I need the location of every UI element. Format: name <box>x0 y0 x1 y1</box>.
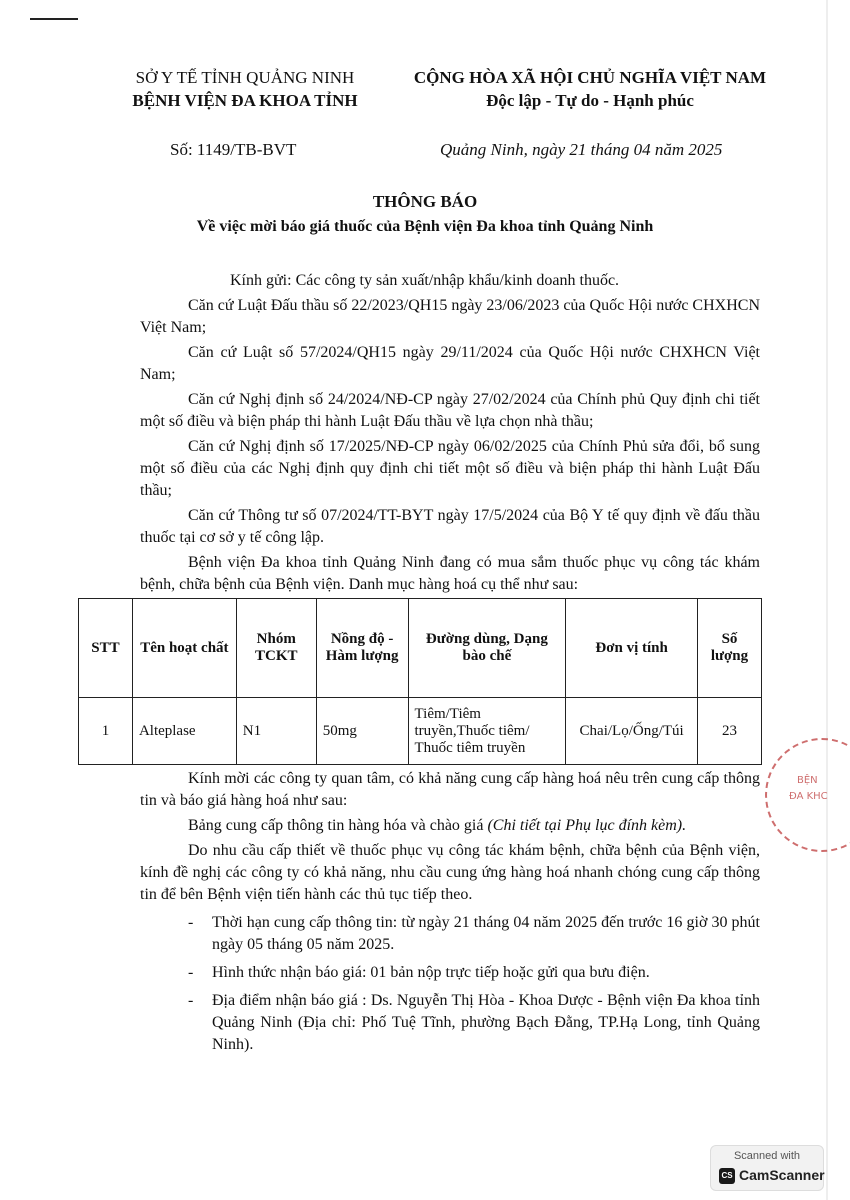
camscanner-logo-icon: CS <box>719 1168 735 1184</box>
cell-quantity: 23 <box>697 698 761 765</box>
legal-basis-3: Căn cứ Nghị định số 24/2024/NĐ-CP ngày 27/02/2024 của Chính phủ Quy định chi tiết một số điều và biện pháp thi hành Luật Đấu thầu về lựa chọn nhà thầu; <box>140 390 760 430</box>
camscanner-watermark <box>710 1145 824 1191</box>
appendix-text: Bảng cung cấp thông tin hàng hóa và chào giá <box>188 817 488 834</box>
table-row <box>79 698 762 765</box>
stamp-text-1: BỆN <box>797 775 818 786</box>
intro-body <box>140 270 760 599</box>
issuer-hospital: BỆNH VIỆN ĐA KHOA TỈNH <box>132 91 358 110</box>
list-item: - Địa điểm nhận báo giá : Ds. Nguyễn Thị Hòa - Khoa Dược - Bệnh viện Đa khoa tỉnh Quảng Ninh (Địa chỉ: Phố Tuệ Tĩnh, phường Bạch Đằng, TP.Hạ Long, tỉnh Quảng Ninh). <box>212 990 760 1056</box>
document-date: Quảng Ninh, ngày 21 tháng 04 năm 2025 <box>440 140 723 159</box>
header-unit: Đơn vị tính <box>566 599 698 698</box>
cell-stt: 1 <box>79 698 133 765</box>
header-route-form: Đường dùng, Dạng bào chế <box>408 599 566 698</box>
header-group: Nhóm TCKT <box>236 599 316 698</box>
list-item: - Hình thức nhận báo giá: 01 bản nộp trực tiếp hoặc gửi qua bưu điện. <box>212 962 760 984</box>
document-subtitle: Về việc mời báo giá thuốc của Bệnh viện Đa khoa tỉnh Quảng Ninh <box>196 218 654 235</box>
cell-concentration: 50mg <box>316 698 408 765</box>
header-stt: STT <box>79 599 133 698</box>
national-header <box>380 66 800 112</box>
appendix-note: (Chi tiết tại Phụ lục đính kèm). <box>487 817 687 834</box>
invitation-paragraph: Kính mời các công ty quan tâm, có khả năng cung cấp hàng hoá nêu trên cung cấp thông tin và báo giá hàng hoá như sau: <box>140 770 760 809</box>
stamp-text-2: ĐA KHC <box>789 791 828 802</box>
document-number: Số: 1149/TB-BVT <box>170 140 297 159</box>
cell-route-form: Tiêm/Tiêm truyền,Thuốc tiêm/ Thuốc tiêm truyền <box>408 698 566 765</box>
addressee: Kính gửi: Các công ty sản xuất/nhập khẩu/kinh doanh thuốc. <box>230 272 620 289</box>
conditions-list <box>140 912 760 1056</box>
header-active-ingredient: Tên hoạt chất <box>132 599 236 698</box>
urgency-paragraph: Do nhu cầu cấp thiết về thuốc phục vụ công tác khám bệnh, chữa bệnh của Bệnh viện, kính đề nghị các công ty có khả năng, nhu cầu cung ứng hàng hoá nhanh chóng cung cấp thông tin để bên Bệnh viện tiến hành các thủ tục tiếp theo. <box>140 842 760 903</box>
header-quantity: Số lượng <box>697 599 761 698</box>
header-concentration: Nồng độ - Hàm lượng <box>316 599 408 698</box>
scan-mark <box>30 18 78 20</box>
national-motto: Độc lập - Tự do - Hạnh phúc <box>486 91 694 110</box>
watermark-caption: Scanned with <box>733 1150 801 1162</box>
official-stamp <box>765 738 850 852</box>
legal-basis-4: Căn cứ Nghị định số 17/2025/NĐ-CP ngày 06/02/2025 của Chính Phủ sửa đổi, bổ sung một số điều của các Nghị định quy định chi tiết một số điều và biện pháp thi hành Luật Đấu thầu; <box>140 437 760 500</box>
legal-basis-1: Căn cứ Luật Đấu thầu số 22/2023/QH15 ngày 23/06/2023 của Quốc Hội nước CHXHCN Việt Nam; <box>140 296 760 336</box>
list-item: - Thời hạn cung cấp thông tin: từ ngày 21 tháng 04 năm 2025 đến trước 16 giờ 30 phút ngày 05 tháng 05 năm 2025. <box>212 912 760 956</box>
cell-unit: Chai/Lọ/Ống/Túi <box>566 698 698 765</box>
legal-basis-5: Căn cứ Thông tư số 07/2024/TT-BYT ngày 17/5/2024 của Bộ Y tế quy định về đấu thầu thuốc tại cơ sở y tế công lập. <box>140 507 760 547</box>
page-edge <box>826 0 828 1200</box>
issuer-header <box>80 66 410 112</box>
appendix-paragraph <box>140 815 760 837</box>
cell-active-ingredient: Alteplase <box>132 698 236 765</box>
table-header-row <box>79 599 762 698</box>
legal-basis-2: Căn cứ Luật số 57/2024/QH15 ngày 29/11/2024 của Quốc Hội nước CHXHCN Việt Nam; <box>140 343 760 383</box>
purchase-intro: Bệnh viện Đa khoa tỉnh Quảng Ninh đang có mua sắm thuốc phục vụ công tác khám bệnh, chữa bệnh của Bệnh viện. Danh mục hàng hoá cụ thể như sau: <box>140 554 760 594</box>
issuer-department: SỞ Y TẾ TỈNH QUẢNG NINH <box>135 68 355 87</box>
national-title: CỘNG HÒA XÃ HỘI CHỦ NGHĨA VIỆT NAM <box>413 68 767 87</box>
watermark-brand: CamScanner <box>739 1167 825 1183</box>
request-body <box>140 768 760 1062</box>
drug-table <box>78 598 762 765</box>
document-title: THÔNG BÁO <box>372 192 478 211</box>
cell-group: N1 <box>236 698 316 765</box>
